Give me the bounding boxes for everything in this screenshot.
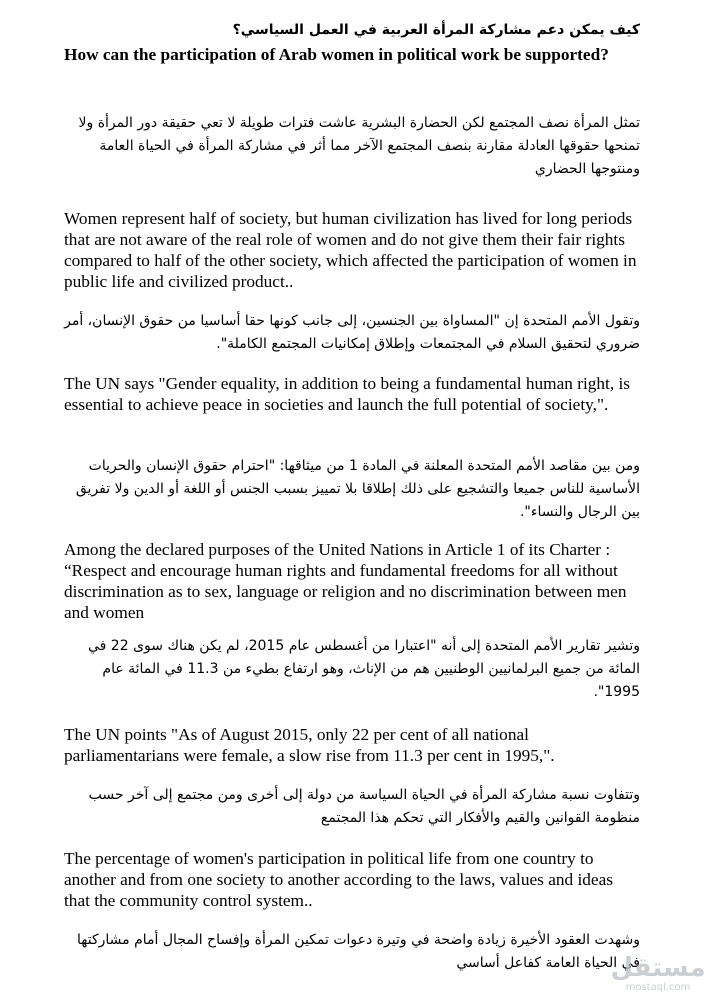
watermark-url: mostaql.com: [625, 982, 691, 993]
paragraph-english-2: The UN says "Gender equality, in addition to being a fundamental human right, is essential to achieve peace in societies and launch the full potential of society,".: [64, 374, 631, 414]
paragraph-english-1: Women represent half of society, but human civilization has lived for long periods that are not aware of the real role of women and do not give them their fair rights compared to half of the other society, which affected the participation of women in public life and civilized product..: [64, 209, 637, 291]
paragraph-arabic-4: وتشير تقارير الأمم المتحدة إلى أنه "اعتبارا من أغسطس عام 2015، لم يكن هناك سوى 22 في المائة من جميع البرلمانيين الوطنيين هم من الإناث، وهو ارتفاع بطيء من 11.3 في المائة عام 1995".: [87, 638, 640, 700]
paragraph-arabic-6: وشهدت العقود الأخيرة زيادة واضحة في وتيرة دعوات تمكين المرأة وإفساح المجال أمام مشاركتها في الحياة العامة كفاعل أساسي: [77, 932, 640, 971]
paragraph-arabic-5: وتتفاوت نسبة مشاركة المرأة في الحياة السياسة من دولة إلى أخرى ومن مجتمع إلى آخر حسب منظومة القوانين والقيم والأفكار التي تحكم هذا المجتمع: [88, 787, 640, 826]
paragraph-english-4: The UN points "As of August 2015, only 22 per cent of all national parliamentarians were female, a slow rise from 11.3 per cent in 1995,".: [64, 725, 555, 765]
title-english: How can the participation of Arab women in political work be supported?: [64, 45, 609, 64]
paragraph-arabic-2: وتقول الأمم المتحدة إن "المساواة بين الجنسين، إلى جانب كونها حقا أساسيا من حقوق الإنسان، أمر ضروري لتحقيق السلام في المجتمعات وإطلاق إمكانيات المجتمع الكاملة".: [64, 313, 640, 352]
title-arabic: كيف يمكن دعم مشاركة المرأة العربية في العمل السياسي؟: [232, 22, 640, 38]
watermark-logo: مستقل: [610, 953, 706, 983]
paragraph-arabic-3: ومن بين مقاصد الأمم المتحدة المعلنة في المادة 1 من ميثاقها: "احترام حقوق الإنسان والحريات الأساسية للناس جميعا والتشجيع على ذلك إطلاقا بلا تمييز بسبب الجنس أو اللغة أو الدين ولا تفريق بين الرجال والنساء".: [75, 458, 640, 520]
paragraph-english-3: Among the declared purposes of the United Nations in Article 1 of its Charter : “Respect and encourage human rights and fundamental freedoms for all without discrimination as to sex, language or religion and no discrimination between men and women: [64, 540, 627, 622]
site-watermark: [603, 954, 713, 994]
paragraph-english-5: The percentage of women's participation in political life from one country to another and from one society to another according to the laws, values and ideas that the community control system..: [64, 849, 613, 910]
paragraph-arabic-1: تمثل المرأة نصف المجتمع لكن الحضارة البشرية عاشت فترات طويلة لا تعي حقيقة دور المرأة ولا تمنحها حقوقها العادلة مقارنة بنصف المجتمع الآخر مما أثر في مشاركة المرأة في الحياة العامة ومنتوجها الحضاري: [78, 115, 640, 177]
